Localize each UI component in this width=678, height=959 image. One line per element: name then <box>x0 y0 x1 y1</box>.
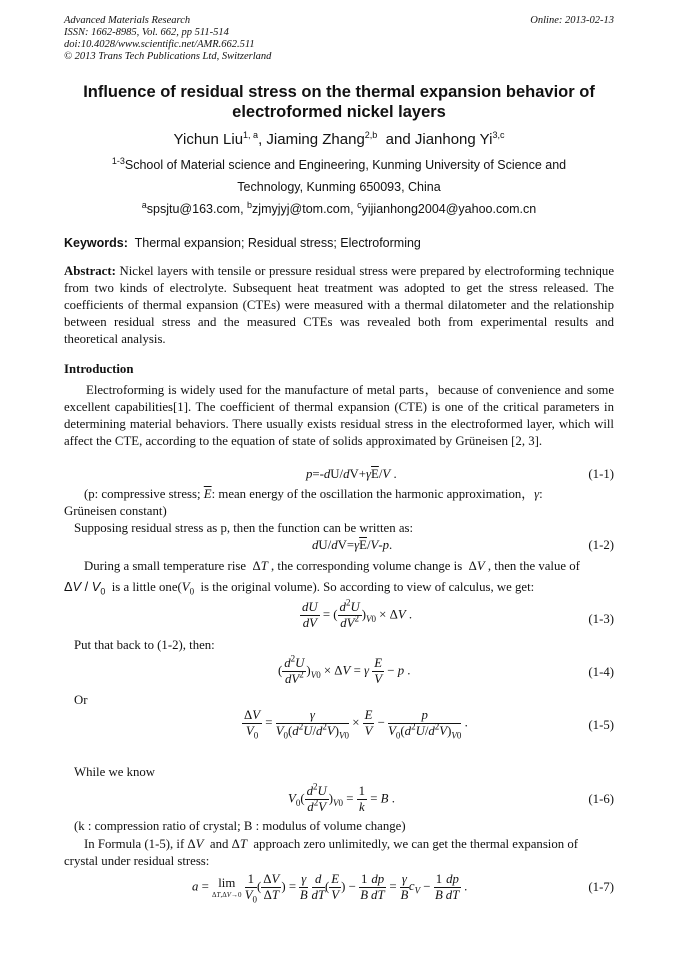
author-2: Jiaming Zhang <box>266 131 365 148</box>
author-3: Jianhong Yi <box>414 131 493 148</box>
affiliation-line-1: $^{1-3}$School of Material science and Engineering, Kunming University of Science and <box>111 155 567 172</box>
equation-number-1-3: (1-3) <box>588 612 614 626</box>
equation-number-1-5: (1-5) <box>588 718 614 732</box>
equation-1-3: $\frac{dU}{dV}$ = ( $\frac{d^2U}{dV^2}$ )$_{V0} \times \Delta V$ . <box>302 597 413 630</box>
author-list: Yichun Liu$^{1, a}$, Jiaming Zhang$^{2,b}$ and Jianhong Yi$^{3,c}$ <box>173 130 505 148</box>
issn: ISSN: 1662-8985, Vol. 662, pp 511-514 <box>64 27 229 38</box>
copyright: © 2013 Trans Tech Publications Ltd, Switzerland <box>64 51 272 62</box>
author-emails: $^a$spsjtu@163.com, $^b$zjmyjyj@tom.com, $^c$yijianhong2004@yahoo.com.cn <box>141 199 537 216</box>
k-note-line: (k : compression ratio of crystal; B : modulus of volume change) <box>74 819 406 833</box>
supposing-line: Supposing residual stress as p, then the function can be written as: <box>74 521 414 535</box>
author-1: Yichun Liu <box>173 131 244 148</box>
section-heading-introduction: Introduction <box>64 362 134 376</box>
doi: doi:10.4028/www.scientific.net/AMR.662.511 <box>64 39 255 50</box>
email-c[interactable]: yijianhong2004@yahoo.com.cn <box>361 202 537 216</box>
email-a[interactable]: spsjtu@163.com, <box>146 202 244 216</box>
formula-line: In Formula (1-5), if ΔV and ΔT approach zero unlimitedly, we can get the thermal expansion of <box>84 837 579 851</box>
affiliation-line-2: Technology, Kunming 650093, China <box>237 180 441 194</box>
email-b[interactable]: zjmyjyj@tom.com, <box>252 202 354 216</box>
abstract-text: Nickel layers with tensile or pressure residual stress were prepared by electroforming technique from two kinds of electrolyte. Subsequent heat treatment was adopted to get the stress released. The coefficients of thermal expansion (CTEs) were measured with a thermal dilatometer and the relationship between residual stress and the measured CTEs was revealed both from experimental results and theoretical analysis. <box>64 264 615 346</box>
equation-1-6: $V_0$( $\frac{d^2U}{d^2V}$ )$_{V0}$ = $\frac{1}{k}$ = B . <box>288 781 395 814</box>
equation-1-2: $dU/dV=\gamma\overline{E}/V-p$. <box>312 538 393 552</box>
paper-title: Influence of residual stress on the thermal expansion behavior of electroformed nickel layers <box>83 83 595 121</box>
symbol-note-cont: Grüneisen constant) <box>64 504 167 518</box>
while-line: While we know <box>74 765 156 779</box>
online-date: Online: 2013-02-13 <box>530 15 614 26</box>
running-header <box>64 15 271 63</box>
equation-number-1-6: (1-6) <box>588 792 614 806</box>
equation-1-7: a = lim ΔT,ΔV→0 $\frac{1}{V_0}$ ( $\frac{\Delta V}{\Delta T}$ ) = $\frac{\gamma}{B}$ $\frac{d}{dT}$ ( $\frac{E}{V}$ ) − $\frac{1}{B}$ $\frac{dp}{dT}$ = $\frac{\gamma}{B}$ $c_V$ − $\frac{1}{B}$ $\frac{dp}{dT}$ . <box>192 872 468 905</box>
abstract <box>64 263 614 348</box>
little-one-line: ΔV / $V_0$ is a little $one(V_0$ is the original volume). So according to view of calculus, we get: <box>64 579 535 597</box>
equation-number-1-2: (1-2) <box>588 538 614 552</box>
put-back-line: Put that back to (1-2), then: <box>74 638 215 652</box>
or-line: Or <box>74 693 88 707</box>
equation-number-1-7: (1-7) <box>588 880 614 894</box>
equation-number-1-1: (1-1) <box>588 467 614 481</box>
abstract-label: Abstract: <box>64 264 116 278</box>
crystal-line: crystal under residual stress: <box>64 854 210 868</box>
symbol-note: (p: compressive stress; $\overline{E}$: mean energy of the oscillation the harmonic approximation，γ: <box>84 487 543 501</box>
during-line: During a small temperature rise ΔT , the corresponding volume change is ΔV , then the value of <box>84 559 580 573</box>
keywords-text: Thermal expansion; Residual stress; Electroforming <box>134 236 421 250</box>
equation-1-5: $\frac{\Delta V}{V_0}$ = $\frac{\gamma}{V_0(d^2U/d^2V)_{V0}}$ × $\frac{E}{V}$ − $\frac{p}{V_0(d^2U/d^2V)_{V0}}$ . <box>244 708 468 741</box>
equation-1-1: $p=-dU/dV+\gamma\overline{E}/V$ . <box>306 467 397 481</box>
equation-number-1-4: (1-4) <box>588 665 614 679</box>
keywords <box>64 236 421 250</box>
journal-name: Advanced Materials Research <box>64 15 191 26</box>
keywords-label: Keywords: <box>64 236 128 250</box>
intro-paragraph-1: Electroforming is widely used for the manufacture of metal parts，because of convenience and some excellent capabilities[1]. The coefficient of thermal expansion (CTE) is one of the critical parameters in determining material behaviors. There usually exists residual stress in the electroformed layer, which will affect the CTE, according to the equation of state of solids approximated by Grüneisen [2, 3]. <box>64 383 614 448</box>
equation-1-4: ( $\frac{d^2U}{dV^2}$ )$_{V0} \times \Delta V = \gamma$ $\frac{E}{V}$ − p . <box>278 653 411 686</box>
